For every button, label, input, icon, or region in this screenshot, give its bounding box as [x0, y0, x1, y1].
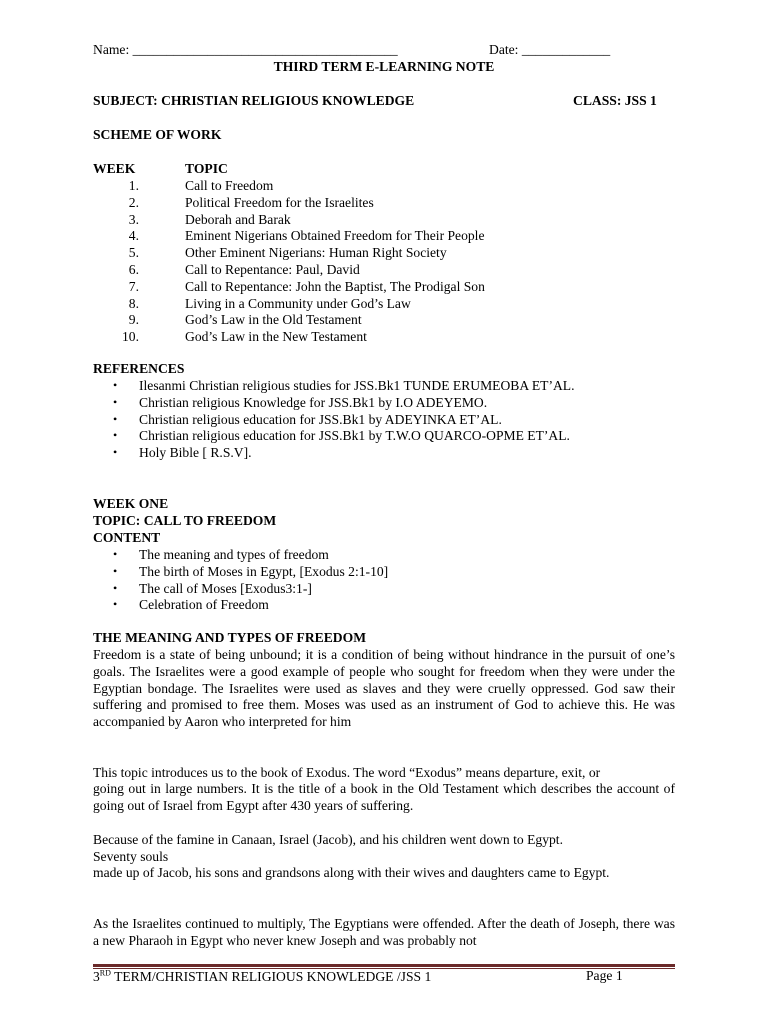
scheme-topic: Call to Repentance: John the Baptist, The Prodigal Son: [185, 278, 485, 294]
scheme-week-number: 6.: [128, 262, 139, 277]
week-one-heading: WEEK ONE: [93, 496, 169, 511]
content-item: The birth of Moses in Egypt, [Exodus 2:1-10]: [139, 563, 389, 579]
bullet-icon: •: [113, 563, 118, 578]
reference-item: Christian religious education for JSS.Bk1 by ADEYINKA ET’AL.: [139, 411, 502, 427]
scheme-week-number: 4.: [128, 228, 139, 244]
scheme-week-number: 7.: [128, 278, 139, 294]
reference-item: Holy Bible [ R.S.V].: [139, 445, 252, 461]
section-heading: THE MEANING AND TYPES OF FREEDOM: [93, 630, 367, 645]
scheme-topic: Living in a Community under God’s Law: [185, 295, 411, 311]
scheme-week-number: 9.: [128, 312, 139, 328]
paragraph-freedom: Freedom is a state of being unbound; it is a condition of being without hindrance in the pursuit of one’s goals. The Israelites were a good example of people who sought for freedom when they were under the Egyptian bondage. The Israelites were used as slaves and they were cruelly oppressed. God saw their suffering and promised to free them. Moses was used as an instrument of God to achieve this. He was accompanied by Aaron who interpreted for him: [93, 647, 675, 730]
scheme-topic: Eminent Nigerians Obtained Freedom for Their People: [185, 228, 485, 244]
scheme-heading: SCHEME OF WORK: [93, 127, 222, 142]
scheme-week-number: 5.: [128, 245, 139, 261]
subject-line: SUBJECT: CHRISTIAN RELIGIOUS KNOWLEDGE: [93, 93, 415, 108]
scheme-week-number: 1.: [128, 178, 139, 193]
paragraph-exodus: going out in large numbers. It is the title of a book in the Old Testament which describes the account of going out of Israel from Egypt after 430 years of suffering.: [93, 781, 675, 813]
doc-title: THIRD TERM E-LEARNING NOTE: [273, 59, 495, 74]
paragraph-famine-line2: Seventy souls: [93, 849, 169, 864]
content-heading: CONTENT: [93, 530, 161, 545]
scheme-topic: God’s Law in the New Testament: [185, 329, 367, 345]
week-column-header: WEEK: [93, 161, 136, 176]
bullet-icon: •: [113, 411, 118, 426]
content-item: Celebration of Freedom: [139, 597, 269, 613]
bullet-icon: •: [113, 547, 118, 561]
bullet-icon: •: [113, 378, 118, 392]
footer-term: 3RD TERM/CHRISTIAN RELIGIOUS KNOWLEDGE /JSS 1: [93, 968, 432, 984]
class-line: CLASS: JSS 1: [573, 93, 657, 108]
bullet-icon: •: [113, 428, 118, 443]
content-item: The call of Moses [Exodus3:1-]: [139, 580, 312, 596]
scheme-topic: Call to Freedom: [185, 178, 274, 193]
scheme-topic: Political Freedom for the Israelites: [185, 194, 374, 210]
reference-item: Christian religious Knowledge for JSS.Bk1 by I.O ADEYEMO.: [139, 394, 488, 410]
reference-item: Christian religious education for JSS.Bk1 by T.W.O QUARCO-OPME ET’AL.: [139, 428, 570, 444]
scheme-topic: Call to Repentance: Paul, David: [185, 262, 360, 277]
references-heading: REFERENCES: [93, 361, 185, 376]
bullet-icon: •: [113, 597, 118, 612]
scheme-week-number: 8.: [128, 295, 139, 311]
page-footer: [93, 968, 675, 985]
date-field: Date: _____________: [489, 42, 611, 57]
bullet-icon: •: [113, 394, 118, 409]
paragraph-famine-line1: Because of the famine in Canaan, Israel (Jacob), and his children went down to Egypt.: [93, 832, 563, 847]
scheme-week-number: 10.: [122, 329, 139, 345]
paragraph-exodus-line1: This topic introduces us to the book of Exodus. The word “Exodus” means departure, exit, or: [93, 765, 601, 780]
week-one-topic: TOPIC: CALL TO FREEDOM: [93, 513, 277, 528]
paragraph-multiply: As the Israelites continued to multiply, The Egyptians were offended. After the death of Joseph, there was a new Pharaoh in Egypt who never knew Joseph and was probably not: [93, 916, 675, 948]
topic-column-header: TOPIC: [185, 161, 228, 176]
scheme-week-number: 2.: [128, 194, 139, 210]
reference-item: Ilesanmi Christian religious studies for JSS.Bk1 TUNDE ERUMEOBA ET’AL.: [139, 378, 575, 393]
content-item: The meaning and types of freedom: [139, 547, 329, 562]
bullet-icon: •: [113, 580, 118, 595]
scheme-topic: Deborah and Barak: [185, 211, 291, 227]
scheme-week-number: 3.: [128, 211, 139, 227]
scheme-topic: God’s Law in the Old Testament: [185, 312, 362, 328]
scheme-topic: Other Eminent Nigerians: Human Right Society: [185, 245, 447, 261]
footer-rule: [93, 964, 675, 967]
paragraph-famine: made up of Jacob, his sons and grandsons along with their wives and daughters came to Egypt.: [93, 865, 610, 880]
page-number: Page 1: [586, 968, 623, 983]
name-field: Name: _______________________________________: [93, 42, 398, 57]
bullet-icon: •: [113, 445, 118, 460]
